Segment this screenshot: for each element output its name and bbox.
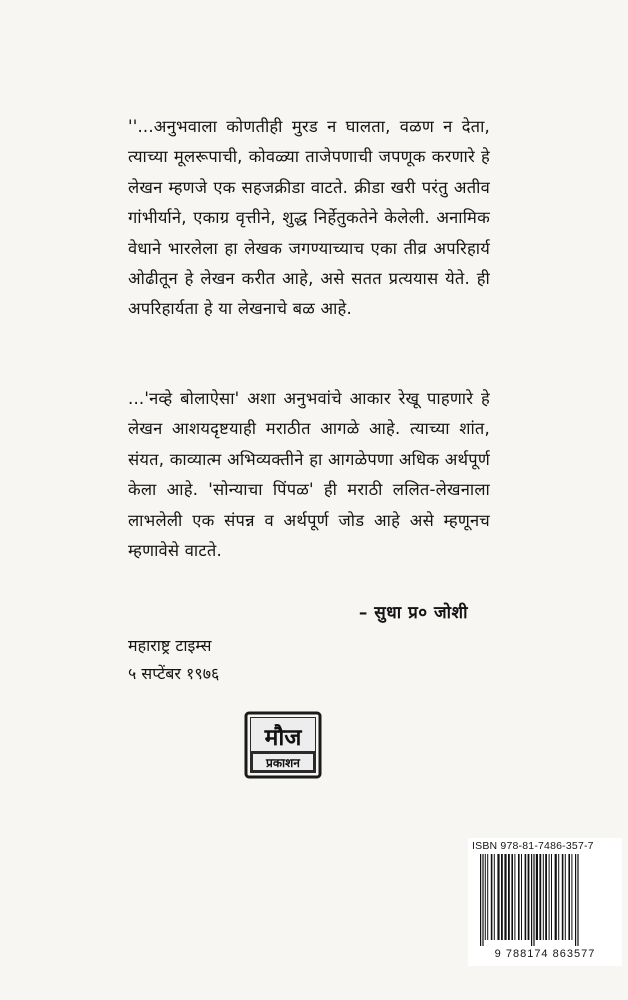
barcode-bar [571, 854, 572, 940]
barcode-bar [508, 854, 510, 940]
logo-subtitle: प्रकाशन [266, 756, 300, 770]
barcode-bar [549, 854, 550, 940]
review-source [128, 632, 219, 688]
barcode-bar [543, 854, 544, 940]
barcode-bar [558, 854, 559, 940]
barcode-bar [539, 854, 541, 940]
barcode-bar [518, 854, 520, 940]
barcode-bar [521, 854, 522, 940]
review-paragraph-2: ...'नव्हे बोलाऐसा' अशा अनुभवांचे आकार रेखू पाहणारे हे लेखन आशयदृष्टयाही मराठीत आगळे आहे. त्याच्या शांत, संयत, काव्यात्म अभिव्यक्तीने हा आगळेपणा अधिक अर्थपूर्ण केला आहे. 'सोन्याचा पिंपळ' ही मराठी ललित-लेखनाला लाभलेली एक संपन्न व अर्थपूर्ण जोड आहे असे म्हणूनच म्हणावेसे वाटते. [128, 389, 490, 561]
barcode-bar [501, 854, 503, 940]
barcode-bar [525, 854, 527, 940]
barcode-bar [577, 854, 578, 946]
barcode-bar [491, 854, 493, 940]
barcode-bar [482, 854, 483, 946]
review-author: – सुधा प्र० जोशी [358, 603, 468, 623]
barcode-bar [575, 854, 576, 946]
source-date: ५ सप्टेंबर १९७६ [128, 664, 220, 683]
barcode-bar [504, 854, 506, 940]
barcode-bar [514, 854, 515, 940]
barcode-bar [551, 854, 552, 940]
barcode-bar [562, 854, 564, 940]
review-paragraph-1: ''...अनुभवाला कोणतीही मुरड न घालता, वळण न देता, त्याच्या मूलरूपाची, कोवळ्या ताजेपणाची जपणूक करणारे हे लेखन म्हणजे एक सहजक्रीडा वाटते. क्रीडा खरी परंतु अतीव गांभीर्याने, एकाग्र वृत्तीने, शुद्ध निर्हेतुकतेने केलेली. अनामिक वेधाने भारलेला हा लेखक जगण्याच्याच एका तीव्र अपरिहार्य ओढीतून हे लेखन करीत आहे, असे सतत प्रत्ययास येते. ही अपरिहार्यता हे या लेखनाचे बळ आहे. [128, 117, 490, 319]
logo-title: मौज [264, 725, 302, 751]
barcode-graphic [472, 854, 620, 954]
barcode-bar [480, 854, 481, 946]
barcode-bar [485, 854, 486, 940]
barcode-bar [487, 854, 488, 940]
barcode-bar [528, 854, 530, 940]
source-publication: महाराष्ट्र टाइम्स [128, 636, 212, 655]
barcode-bar [531, 854, 532, 946]
barcode-bar [565, 854, 566, 940]
barcode-bar [568, 854, 570, 940]
barcode-bar [511, 854, 513, 940]
barcode-bar [533, 854, 534, 946]
ean-digits: 9 788174 863577 [494, 948, 596, 960]
barcode-bar [494, 854, 495, 940]
publisher-logo [243, 710, 323, 780]
isbn-barcode-block [468, 838, 622, 966]
barcode-bar [555, 854, 557, 940]
barcode-bar [536, 854, 538, 940]
isbn-number: ISBN 978-81-7486-357-7 [472, 840, 594, 852]
barcode-bar [545, 854, 547, 940]
barcode-bar [497, 854, 499, 940]
